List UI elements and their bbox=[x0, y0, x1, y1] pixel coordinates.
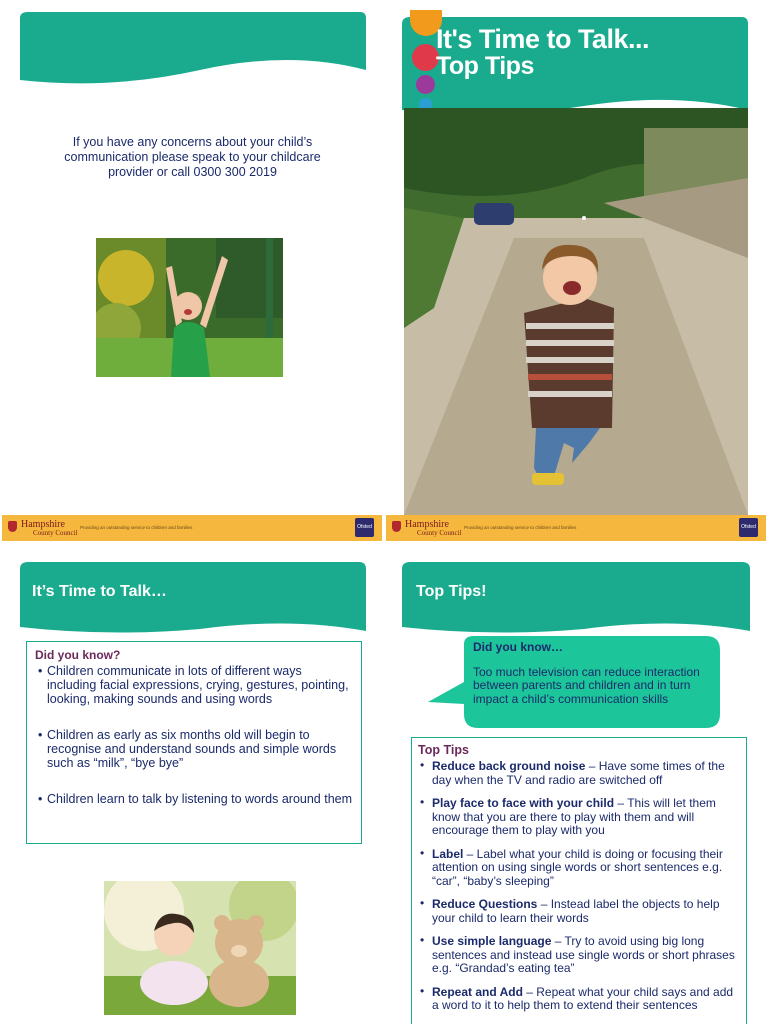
cover-title bbox=[436, 26, 649, 80]
council-logo: Hampshire County Council bbox=[405, 519, 462, 537]
footer-tagline: Providing an outstanding service to children and families bbox=[464, 525, 577, 530]
boy-running-photo bbox=[404, 108, 748, 515]
baby-teddy-photo bbox=[104, 881, 296, 1015]
purple-dot-icon bbox=[416, 75, 435, 94]
inside-right-title: Top Tips! bbox=[416, 583, 487, 600]
footer-bar bbox=[2, 515, 382, 541]
did-you-know-box bbox=[26, 641, 362, 844]
ofsted-logo: Ofsted bbox=[355, 518, 374, 537]
council-logo: Hampshire County Council bbox=[21, 519, 78, 537]
fact-item: • Children learn to talk by listening to words around them bbox=[38, 792, 353, 806]
tip-item: • Label – Label what your child is doing or focusing their attention on using single words or short sentences e.g. “car”, “baby’s sleeping” bbox=[420, 845, 723, 888]
tip-item: • Repeat and Add – Repeat what your child says and add a word to it to help them to extend their sentences bbox=[420, 983, 734, 1012]
inside-left-title: It’s Time to Talk… bbox=[32, 583, 167, 600]
tip-item: • Reduce Questions – Instead label the objects to help your child to learn their words bbox=[420, 896, 720, 925]
cover-title-line1: It's Time to Talk... bbox=[436, 24, 649, 54]
header-wave bbox=[0, 0, 384, 90]
footer-tagline: Providing an outstanding service to children and families bbox=[80, 525, 193, 530]
inside-left-panel bbox=[0, 545, 384, 1024]
ofsted-logo: Ofsted bbox=[739, 518, 758, 537]
red-dot-icon bbox=[412, 44, 439, 71]
cover-footer-bar bbox=[386, 515, 766, 541]
boy-cheering-photo bbox=[96, 238, 283, 377]
inside-right-panel bbox=[384, 545, 768, 1024]
fact-item: • Children as early as six months old will begin to recognise and understand sounds and simple words such as “milk”, “bye bye” bbox=[38, 728, 337, 770]
back-page-panel bbox=[0, 0, 384, 545]
bubble-text: Too much television can reduce interaction between parents and children and in turn impact a child’s communication skills bbox=[473, 664, 700, 706]
tip-item: • Play face to face with your child – This will let them know that you are there to play with them and will encourage them to play with you bbox=[420, 795, 716, 837]
bubble-content bbox=[473, 641, 723, 706]
concerns-text: If you have any concerns about your child’s communication please speak to your childcare provider or call 0300 300 2019 bbox=[64, 135, 321, 179]
bubble-title: Did you know… bbox=[473, 640, 563, 654]
cover-title-line2: Top Tips bbox=[436, 52, 534, 80]
tip-item: • Reduce back ground noise – Have some times of the day when the TV and radio are switched off bbox=[420, 758, 725, 787]
top-tips-title: Top Tips bbox=[418, 743, 469, 757]
tip-item: • Use simple language – Try to avoid using big long sentences and instead use single words or short phrases e.g. “Grandad’s eating tea” bbox=[420, 933, 735, 975]
cover-panel bbox=[384, 0, 768, 545]
top-tips-box bbox=[411, 737, 747, 1024]
did-you-know-title: Did you know? bbox=[35, 648, 121, 662]
fact-item: • Children communicate in lots of different ways including facial expressions, crying, gestures, pointing, looking, making sounds and using words bbox=[38, 664, 349, 706]
